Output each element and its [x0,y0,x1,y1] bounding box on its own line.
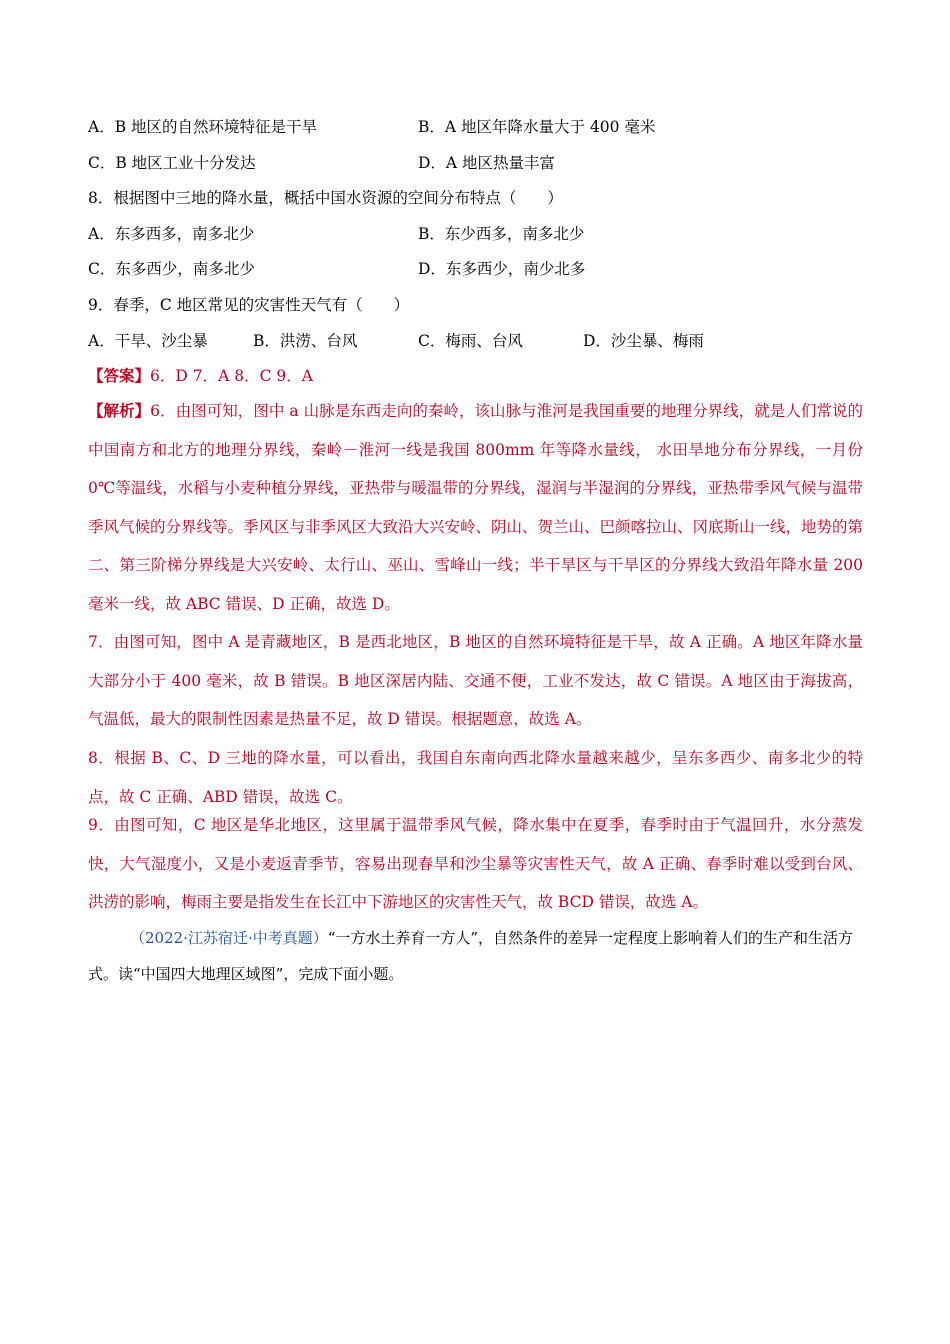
q9-stem: 9．春季，C 地区常见的灾害性天气有（ ） [88,296,410,314]
q8-option-c: C．东多西少，南多北少 [88,260,255,278]
analysis-paragraph-7: 7．由图可知，图中 A 是青藏地区，B 是西北地区，B 地区的自然环境特征是干旱，故 A 正确。A 地区年降水量大部分小于 400 毫米，故 B 错误。B 地区深居内陆、交通不便，工业不发达，故 C 错误。A 地区由于海拔高，气温低，最大的限制性因素是热量不足，故 D 错误。根据题意，故选 A。 [88,633,863,728]
analysis-label: 【解析】 [88,401,151,420]
answer-text: 6．D 7．A 8．C 9．A [150,367,313,385]
q9-option-d: D．沙尘暴、梅雨 [583,332,704,350]
answer-label: 【答案】 [88,366,151,385]
q7-option-b: B．A 地区年降水量大于 400 毫米 [418,118,656,136]
q8-stem: 8．根据图中三地的降水量，概括中国水资源的空间分布特点（ ） [88,189,563,207]
q9-option-b: B．洪涝、台风 [253,332,358,350]
question-source: （2022·江苏宿迁·中考真题） [130,929,328,947]
answer-line [88,366,313,386]
q9-option-c: C．梅雨、台风 [418,332,523,350]
analysis-paragraph-8: 8．根据 B、C、D 三地的降水量，可以看出，我国自东南向西北降水量越来越少，呈东多西少、南多北少的特点，故 C 正确、ABD 错误，故选 C。 [88,749,863,806]
q8-option-a: A．东多西多，南多北少 [88,225,255,243]
q8-option-b: B．东少西多，南多北少 [418,225,585,243]
analysis-6-text: 6．由图可知，图中 a 山脉是东西走向的秦岭，该山脉与淮河是我国重要的地理分界线，就是人们常说的中国南方和北方的地理分界线，秦岭－淮河一线是我国 800mm 年等降水量线， 水田旱地分布分界线，一月份 0℃等温线，水稻与小麦种植分界线，亚热带与暖温带的分界线，湿润与半湿润的分界线，亚热带季风气候与温带季风气候的分界线等。季风区与非季风区大致沿大兴安岭、阴山、贺兰山、巴颜喀拉山、冈底斯山一线，地势的第二、第三阶梯分界线是大兴安岭、太行山、巫山、雪峰山一线；半干旱区与干旱区的分界线大致沿年降水量 200 毫米一线，故 ABC 错误、D 正确，故选 D。 [88,402,864,613]
question-intro-text: “一方水土养育一方人”，自然条件的差异一定程度上影响着人们的生产和生活方式。读“中国四大地理区域图”，完成下面小题。 [88,929,854,983]
q8-option-d: D．东多西少，南少北多 [418,260,586,278]
q9-option-a: A．干旱、沙尘暴 [88,332,208,350]
next-question-intro [88,920,863,992]
analysis-paragraph-6 [88,392,863,623]
q7-option-d: D．A 地区热量丰富 [418,154,556,172]
q7-option-c: C．B 地区工业十分发达 [88,154,256,172]
analysis-paragraph-9: 9．由图可知，C 地区是华北地区，这里属于温带季风气候，降水集中在夏季，春季时由于气温回升，水分蒸发快，大气湿度小，又是小麦返青季节，容易出现春旱和沙尘暴等灾害性天气，故 A 正确、春季时难以受到台风、洪涝的影响，梅雨主要是指发生在长江中下游地区的灾害性天气，故 BCD 错误，故选 A。 [88,816,863,911]
q7-option-a: A．B 地区的自然环境特征是干旱 [88,118,318,136]
